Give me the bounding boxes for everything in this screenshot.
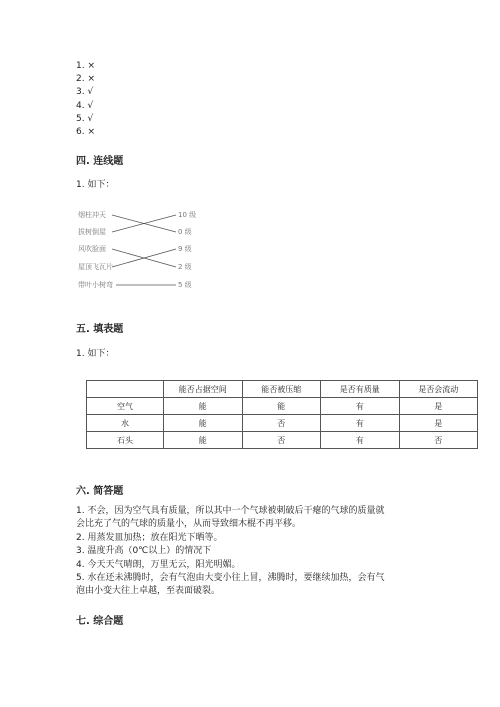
table-header-cell: 是否会流动 [399,381,478,398]
answer-line: 5. 水在还未沸腾时，会有气泡由大变小往上冒，沸腾时，要继续加热，会有气 [76,573,385,584]
table-cell: 否 [399,432,478,449]
answer-line: 1. 不会，因为空气具有质量，所以其中一个气球被刺破后干瘪的气球的质量就 [76,506,385,516]
match-left-item: 风吹脸面 [78,245,106,253]
table-row [87,415,478,432]
section-5-intro: 1. 如下： [76,349,115,359]
match-right-item: 0 级 [178,228,192,236]
answer-line: 4. 今天天气晴朗，万里无云，阳光明媚。 [76,559,241,570]
section-5-title: 五. 填表题 [76,324,124,335]
judgement-item: 1. × [76,61,95,71]
table-header-cell: 是否有质量 [321,381,400,398]
match-left-item: 屋顶飞瓦片 [78,263,113,271]
answer-line: 会比充了气的气球的质量小，从而导致细木棍不再平移。 [76,519,302,530]
answer-line: 泡由小变大往上卓越，至表面破裂。 [76,586,221,597]
judgement-item: 6. × [76,127,95,138]
table-cell: 否 [242,432,321,449]
table-cell: 是 [399,398,478,415]
match-left-item: 带叶小树弯 [78,281,113,289]
table-cell: 否 [242,415,321,432]
match-right-item: 2 级 [178,263,192,271]
match-right-item: 10 级 [178,211,197,219]
short-answers [76,505,436,599]
match-left-item: 拔树倒屋 [78,228,106,236]
judgement-item: 4. √ [76,100,94,111]
table-cell: 能 [164,398,243,415]
judgement-item: 5. √ [76,113,94,124]
table-header-cell: 能否占据空间 [164,381,243,398]
matching-diagram [76,204,216,294]
section-6-title: 六. 简答题 [76,486,124,497]
table-cell: 能 [164,432,243,449]
section-4-title: 四. 连线题 [76,156,124,167]
property-table [86,380,478,449]
answer-line: 3. 温度升高（0℃以上）的情况下 [76,546,212,557]
answer-line: 2. 用蒸发皿加热；放在阳光下晒等。 [76,532,223,543]
judgement-answers [76,60,95,139]
table-header-row [87,381,478,398]
section-7-title: 七. 综合题 [76,616,124,627]
table-cell: 石头 [87,432,164,449]
table-cell: 有 [321,398,400,415]
table-cell: 有 [321,415,400,432]
judgement-item: 3. √ [76,87,94,98]
section-4-intro: 1. 如下： [76,180,115,190]
table-row [87,398,478,415]
table-cell: 是 [399,415,478,432]
table-cell: 能 [164,415,243,432]
judgement-item: 2. × [76,74,95,85]
match-right-item: 9 级 [178,245,192,253]
table-cell: 空气 [87,398,164,415]
table-header-cell: 能否被压缩 [242,381,321,398]
table-header-cell [87,381,164,398]
match-left-item: 烟柱冲天 [78,211,106,219]
table-cell: 水 [87,415,164,432]
table-cell: 有 [321,432,400,449]
table-row [87,432,478,449]
table-cell: 能 [242,398,321,415]
match-right-item: 5 级 [178,281,192,289]
